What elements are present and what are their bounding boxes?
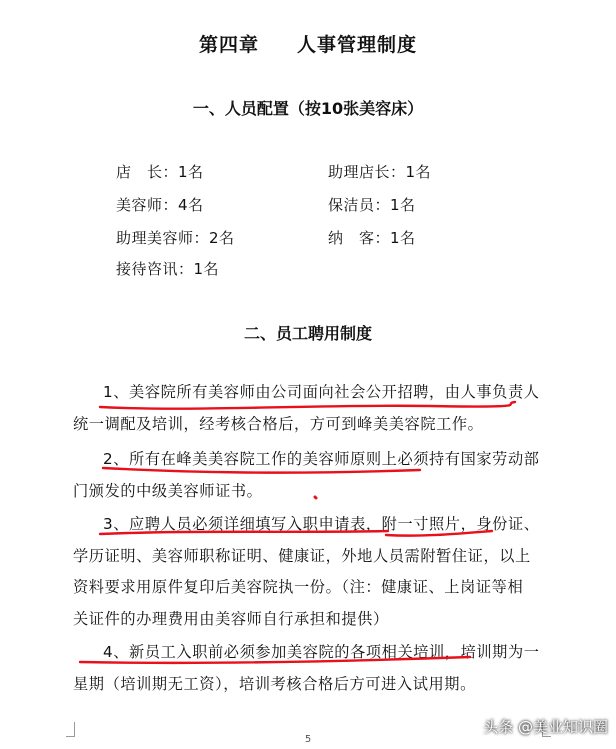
paragraph-line: 1、美容院所有美容师由公司面向社会公开招聘，由人事负责人 — [103, 383, 540, 401]
policy-paragraph-3 — [73, 509, 553, 635]
paragraph-line: 4、新员工入职前必须参加美容院的各项相关培训，培训期为一 — [103, 643, 540, 661]
policy-paragraph-2 — [73, 444, 553, 507]
paragraph-line: 学历证明、美容师职称证明、健康证，外地人员需附暂住证，以上 — [73, 546, 531, 565]
paragraph-line: 资料要求用原件复印后美容院执一份。（注：健康证、上岗证等相 — [73, 578, 524, 596]
watermark: 头条 @美业知识圈 — [483, 718, 608, 736]
staff-item: 助理店长：1名 — [328, 163, 432, 181]
staff-item: 纳 客：1名 — [328, 229, 416, 247]
paragraph-line: 关证件的办理费用由美容师自行承担和提供） — [73, 609, 389, 628]
policy-paragraph-1 — [73, 377, 553, 440]
section2-heading: 二、员工聘用制度 — [243, 324, 372, 343]
policy-paragraph-4 — [73, 637, 553, 700]
staff-item: 助理美容师：2名 — [116, 229, 235, 247]
paragraph-line: 3、应聘人员必须详细填写入职申请表，附一寸照片，身份证、 — [103, 515, 540, 533]
staff-item: 保洁员：1名 — [328, 196, 416, 214]
chapter-name: 人事管理制度 — [297, 34, 418, 56]
staff-item: 美容师：4名 — [116, 196, 204, 214]
paragraph-line: 2、所有在峰美美容院工作的美容师原则上必须持有国家劳动部 — [103, 450, 540, 468]
staff-item: 接待咨讯：1名 — [116, 260, 220, 278]
section1-heading: 一、人员配置（按10张美容床） — [192, 99, 424, 118]
chapter-title — [0, 30, 616, 57]
paragraph-line: 统一调配及培训，经考核合格后，方可到峰美美容院工作。 — [73, 414, 484, 433]
chapter-number: 第四章 — [198, 34, 259, 56]
page-number: 5 — [304, 734, 312, 745]
staff-item: 店 长：1名 — [116, 163, 204, 181]
paragraph-line: 门颁发的中级美容师证书。 — [73, 481, 263, 500]
paragraph-line: 星期（培训期无工资），培训考核合格后方可进入试用期。 — [73, 674, 476, 693]
